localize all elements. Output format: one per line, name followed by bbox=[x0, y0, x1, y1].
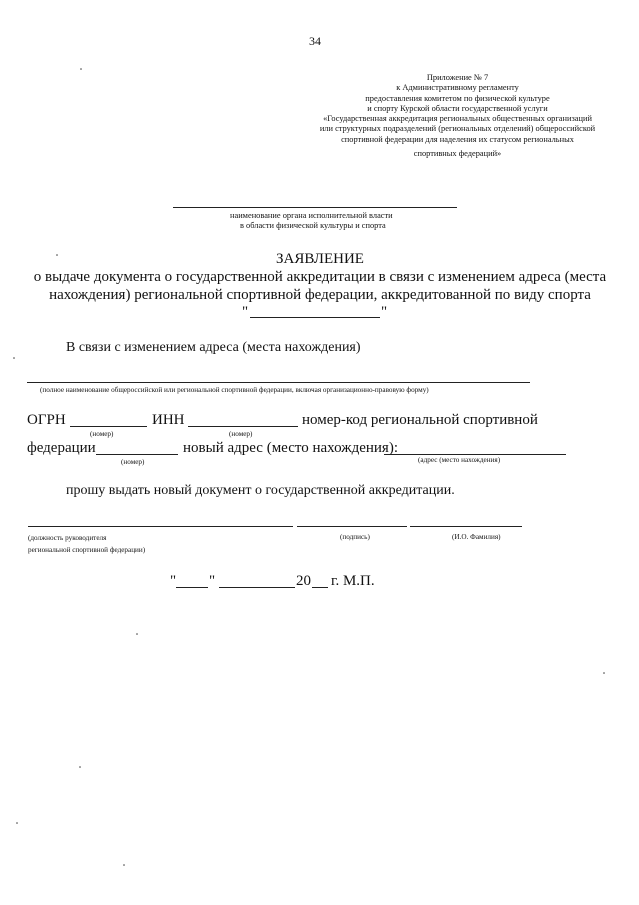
date-close-quote: " bbox=[209, 573, 216, 589]
ogrn-label: ОГРН bbox=[27, 412, 66, 428]
position-caption-line2: региональной спортивной федерации) bbox=[28, 546, 146, 554]
appendix-header bbox=[300, 73, 615, 159]
date-day-field[interactable] bbox=[176, 587, 208, 588]
federation-label: федерации bbox=[27, 440, 96, 456]
sport-open-quote: " bbox=[242, 304, 249, 320]
name-caption: (И.О. Фамилия) bbox=[452, 533, 501, 541]
position-caption-line1: (должность руководителя bbox=[28, 534, 107, 542]
request-text: прошу выдать новый документ о государственной аккредитации. bbox=[66, 483, 455, 498]
appendix-line: спортивной федерации для наделения их статусом региональных bbox=[341, 134, 574, 144]
intro-text: В связи с изменением адреса (места нахождения) bbox=[66, 340, 361, 355]
ogrn-number-caption: (номер) bbox=[90, 430, 114, 438]
new-address-field[interactable] bbox=[384, 454, 566, 455]
page-number: 34 bbox=[309, 34, 321, 48]
inn-label: ИНН bbox=[152, 412, 185, 428]
signature-caption: (подпись) bbox=[340, 533, 370, 541]
authority-caption-line1: наименование органа исполнительной власти bbox=[230, 211, 393, 220]
date-year-field[interactable] bbox=[312, 587, 328, 588]
sport-name-field[interactable] bbox=[250, 317, 380, 318]
date-year-prefix: 20 bbox=[296, 573, 311, 589]
organization-caption: (полное наименование общероссийской или региональной спортивной федерации, включая организационно-правовую форму) bbox=[40, 386, 429, 394]
date-open-quote: " bbox=[170, 573, 177, 589]
scan-speck bbox=[603, 672, 605, 674]
signature-field[interactable] bbox=[297, 526, 407, 527]
inn-number-caption: (номер) bbox=[229, 430, 253, 438]
appendix-line: предоставления комитетом по физической культуре bbox=[365, 93, 550, 103]
appendix-line: и спорту Курской области государственной услуги bbox=[367, 103, 548, 113]
date-month-field[interactable] bbox=[219, 587, 295, 588]
appendix-line: или структурных подразделений (региональных отделений) общероссийской bbox=[319, 124, 596, 134]
scan-speck bbox=[13, 357, 15, 359]
federation-code-field[interactable] bbox=[96, 454, 178, 455]
appendix-line: спортивных федераций» bbox=[413, 149, 502, 159]
appendix-line: к Административному регламенту bbox=[396, 83, 519, 93]
scan-speck bbox=[123, 864, 125, 866]
title-line1: о выдаче документа о государственной аккредитации в связи с изменением адреса (места bbox=[33, 269, 607, 285]
scan-speck bbox=[56, 254, 58, 256]
ogrn-field[interactable] bbox=[70, 426, 147, 427]
title-line2: нахождения) региональной спортивной федерации, аккредитованной по виду спорта bbox=[49, 287, 591, 303]
authority-name-field[interactable] bbox=[173, 207, 457, 208]
inn-field[interactable] bbox=[188, 426, 298, 427]
full-name-field[interactable] bbox=[410, 526, 522, 527]
scan-speck bbox=[80, 68, 82, 70]
code-label: номер-код региональной спортивной bbox=[302, 412, 538, 428]
title-block bbox=[20, 250, 620, 304]
scan-speck bbox=[16, 822, 18, 824]
scan-speck bbox=[79, 766, 81, 768]
position-field[interactable] bbox=[28, 526, 293, 527]
scan-speck bbox=[136, 633, 138, 635]
address-caption: (адрес (место нахождения) bbox=[418, 456, 501, 464]
new-address-label: новый адрес (место нахождения): bbox=[183, 440, 398, 456]
date-suffix: г. М.П. bbox=[331, 573, 375, 589]
appendix-line: «Государственная аккредитация региональных общественных организаций bbox=[323, 114, 592, 124]
appendix-line: Приложение № 7 bbox=[426, 73, 489, 82]
organization-name-field[interactable] bbox=[27, 382, 530, 383]
authority-caption-line2: в области физической культуры и спорта bbox=[240, 221, 386, 230]
document-title: ЗАЯВЛЕНИЕ bbox=[276, 251, 364, 267]
federation-number-caption: (номер) bbox=[121, 458, 145, 466]
sport-close-quote: " bbox=[381, 304, 388, 320]
